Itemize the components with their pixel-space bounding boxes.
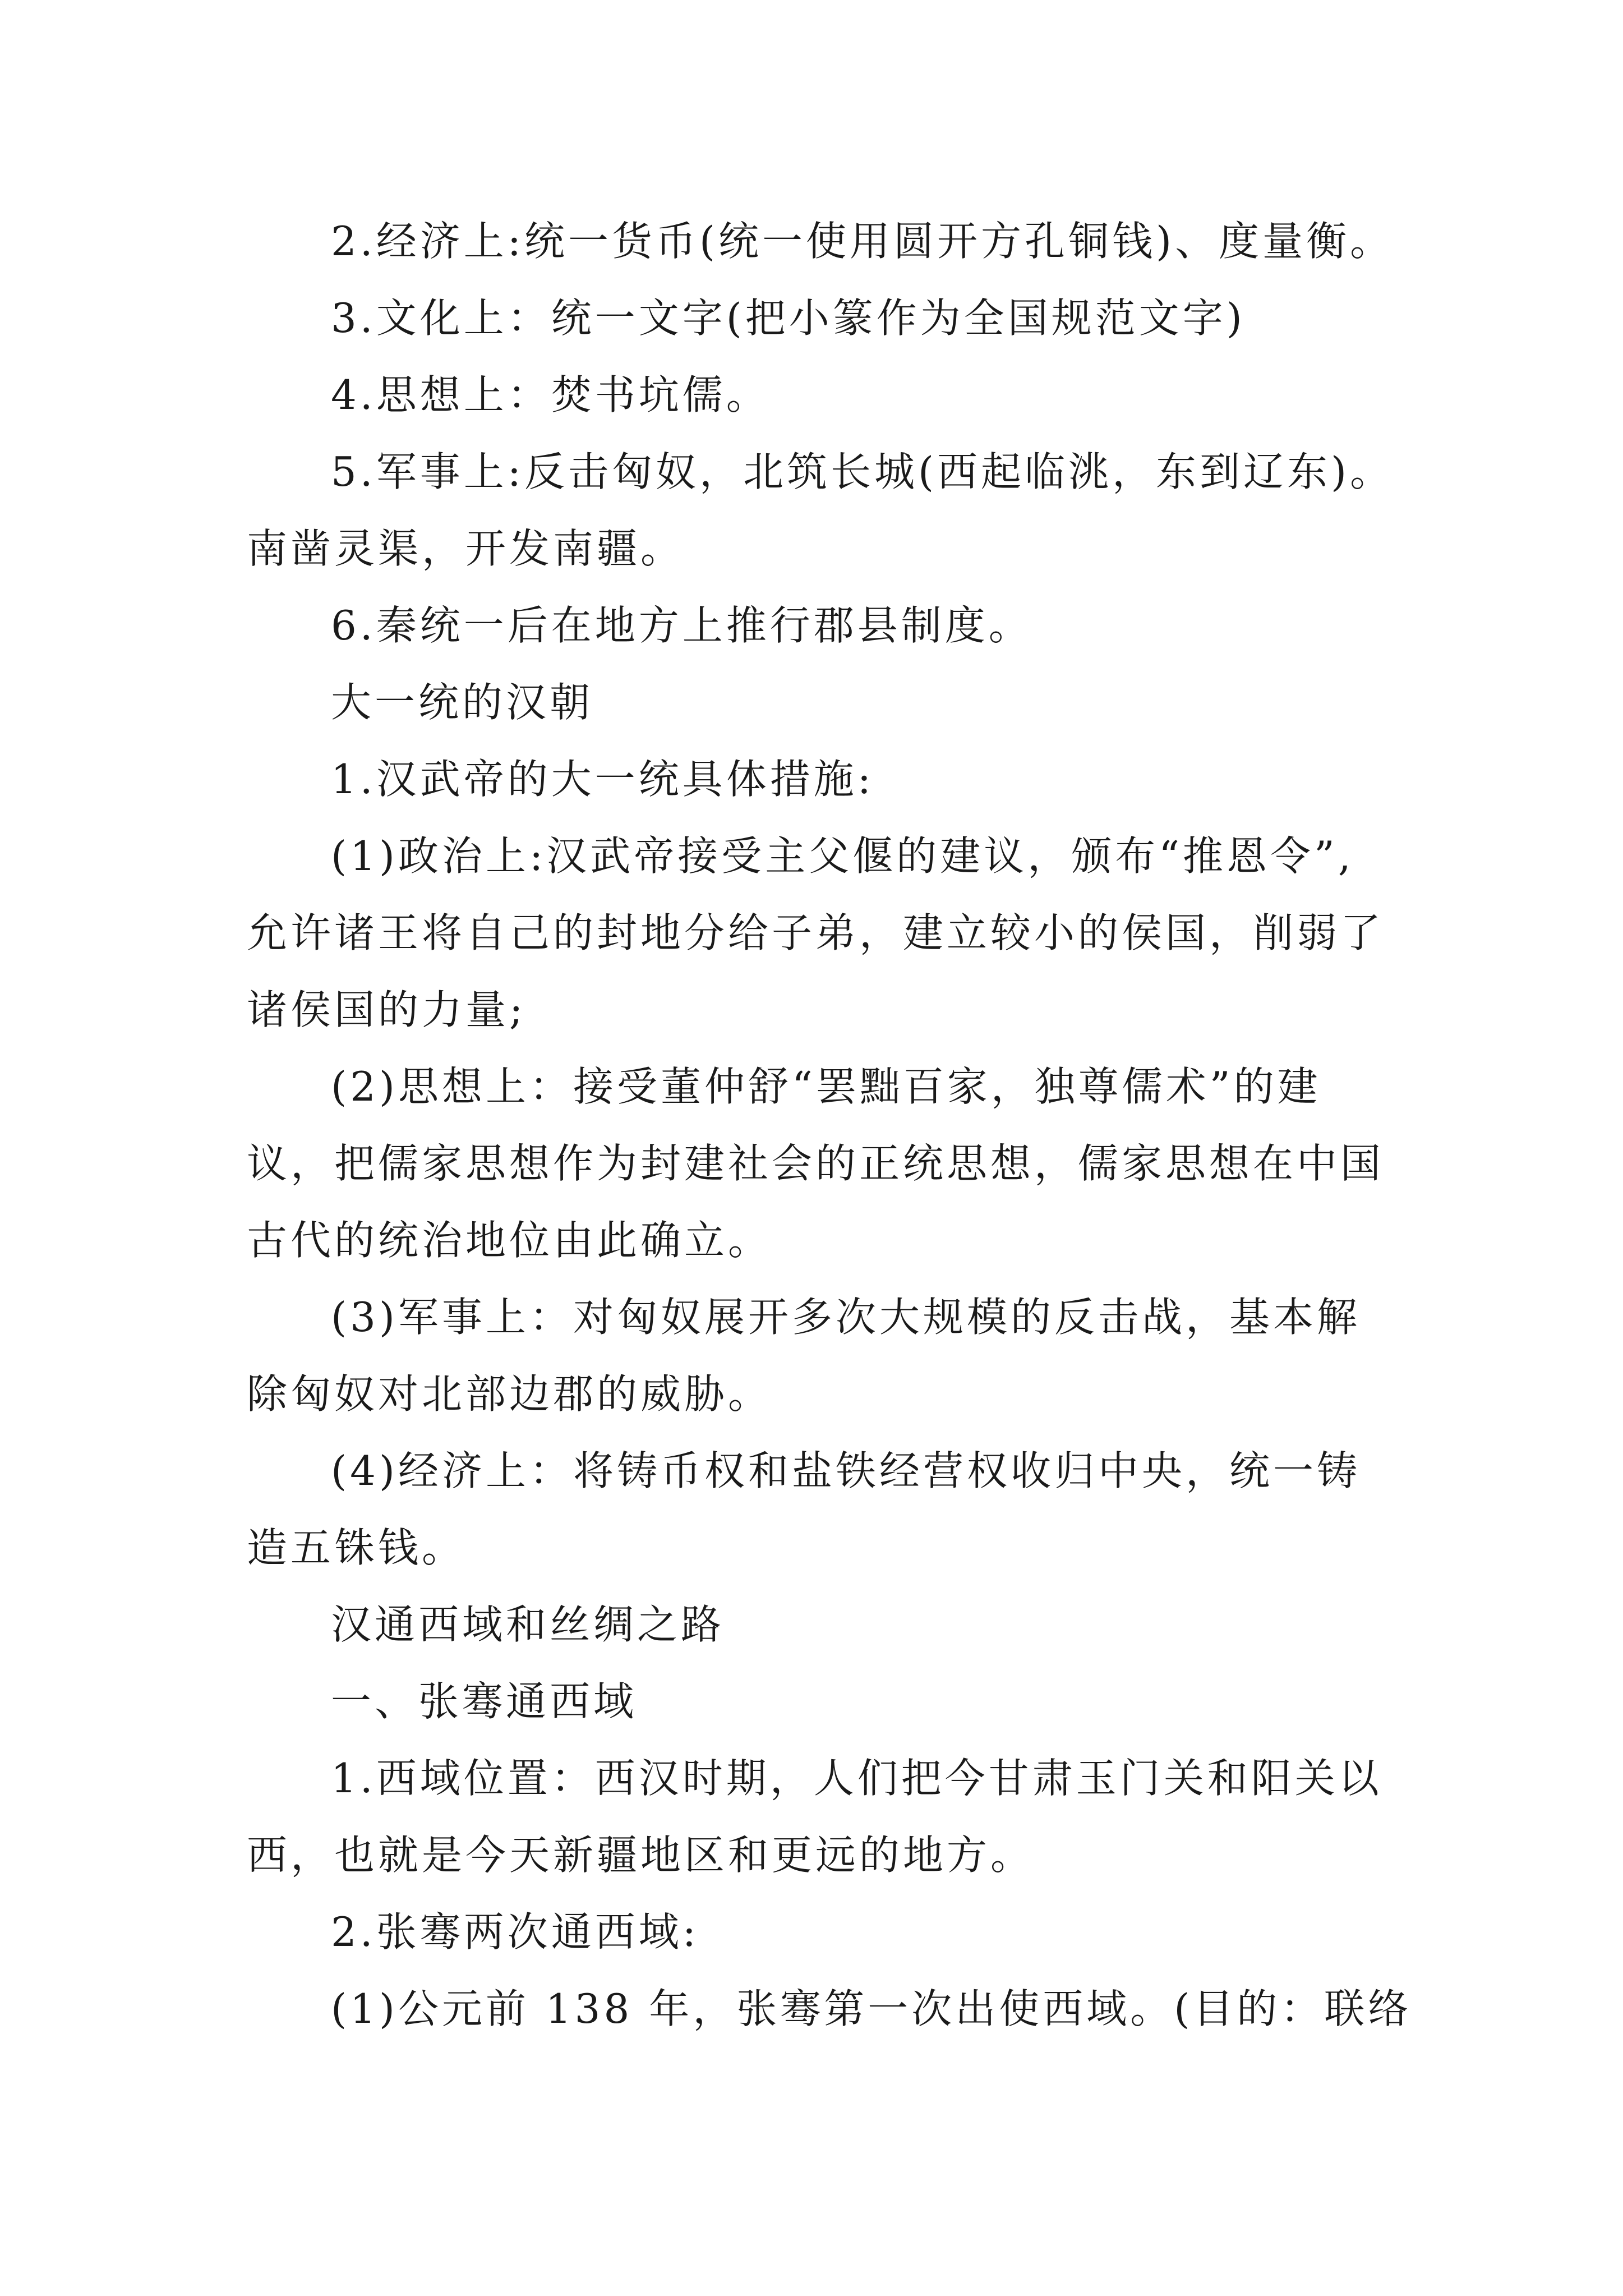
- text-line: 南凿灵渠，开发南疆。: [247, 525, 685, 572]
- text-line: 造五铢钱。: [247, 1524, 466, 1571]
- text-line: (3)军事上：对匈奴展开多次大规模的反击战，基本解: [331, 1294, 1361, 1341]
- text-line: 西，也就是今天新疆地区和更远的地方。: [247, 1832, 1035, 1879]
- text-line: 除匈奴对北部边郡的威胁。: [247, 1370, 772, 1418]
- text-line: 6.秦统一后在地方上推行郡县制度。: [331, 602, 1032, 649]
- section-heading: 一、张骞通西域: [331, 1678, 638, 1725]
- text-line: 4.思想上：焚书坑儒。: [331, 371, 770, 418]
- text-line: 1.西域位置：西汉时期，人们把今甘肃玉门关和阳关以: [331, 1755, 1382, 1802]
- text-line: 议，把儒家思想作为封建社会的正统思想，儒家思想在中国: [247, 1140, 1385, 1187]
- text-line: 允许诸王将自己的封地分给子弟，建立较小的侯国，削弱了: [247, 909, 1385, 956]
- text-line: 2.张骞两次通西域:: [331, 1908, 699, 1955]
- text-line: 3.文化上：统一文字(把小篆作为全国规范文字): [331, 295, 1246, 342]
- section-heading: 大一统的汉朝: [331, 679, 594, 726]
- text-line: 诸侯国的力量;: [247, 986, 527, 1033]
- text-line: (2)思想上：接受董仲舒“罢黜百家，独尊儒术”的建: [331, 1063, 1321, 1110]
- text-line: (4)经济上：将铸币权和盐铁经营权收归中央，统一铸: [331, 1447, 1361, 1494]
- text-line: 1.汉武帝的大一统具体措施:: [331, 756, 874, 803]
- text-line: (1)公元前 138 年，张骞第一次出使西域。(目的：联络: [331, 1985, 1412, 2032]
- text-line: (1)政治上:汉武帝接受主父偃的建议，颁布“推恩令”,: [331, 832, 1354, 880]
- text-line: 2.经济上:统一货币(统一使用圆开方孔铜钱)、度量衡。: [331, 218, 1394, 265]
- section-heading: 汉通西域和丝绸之路: [331, 1601, 725, 1648]
- text-line: 古代的统治地位由此确立。: [247, 1217, 772, 1264]
- text-line: 5.军事上:反击匈奴，北筑长城(西起临洮，东到辽东)。: [331, 448, 1394, 495]
